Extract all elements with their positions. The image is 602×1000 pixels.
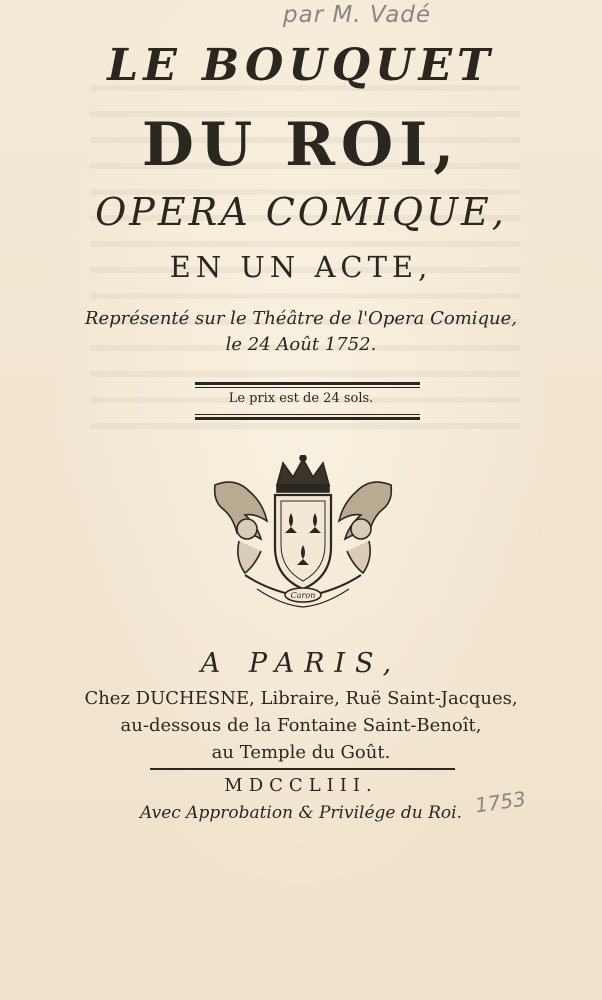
- imprint-year: MDCCLIII.: [224, 775, 378, 796]
- performance-line-1: Représenté sur le Théâtre de l'Opera Comique,: [84, 308, 518, 329]
- price-line: Le prix est de 24 sols.: [228, 391, 374, 406]
- handwritten-year: 1753: [473, 786, 528, 818]
- genre-line: OPERA COMIQUE,: [95, 190, 507, 234]
- royal-crest-icon: [205, 455, 401, 615]
- privilege-line: Avec Approbation & Privilége du Roi.: [140, 803, 462, 823]
- title-line-1: LE BOUQUET: [107, 40, 495, 91]
- imprint-publisher-2: au-dessous de la Fontaine Saint-Benoît,: [120, 715, 482, 736]
- acts-line: EN UN ACTE,: [169, 250, 433, 284]
- imprint-publisher-3: au Temple du Goût.: [211, 742, 391, 763]
- imprint-publisher-1: Chez DUCHESNE, Libraire, Ruë Saint-Jacques,: [84, 688, 518, 709]
- imprint-rule: [150, 768, 455, 770]
- price-rule-bottom: [195, 417, 420, 420]
- imprint-city: A PARIS,: [200, 648, 402, 679]
- price-rule-top-thin: [195, 387, 420, 388]
- price-rule-bottom-thin: [195, 414, 420, 415]
- engraver-signature: Caron: [290, 591, 316, 600]
- performance-line-2: le 24 Août 1752.: [225, 334, 377, 355]
- title-line-2: DU ROI,: [141, 110, 461, 180]
- handwritten-author-note: par M. Vadé: [283, 2, 432, 28]
- price-rule-top: [195, 382, 420, 385]
